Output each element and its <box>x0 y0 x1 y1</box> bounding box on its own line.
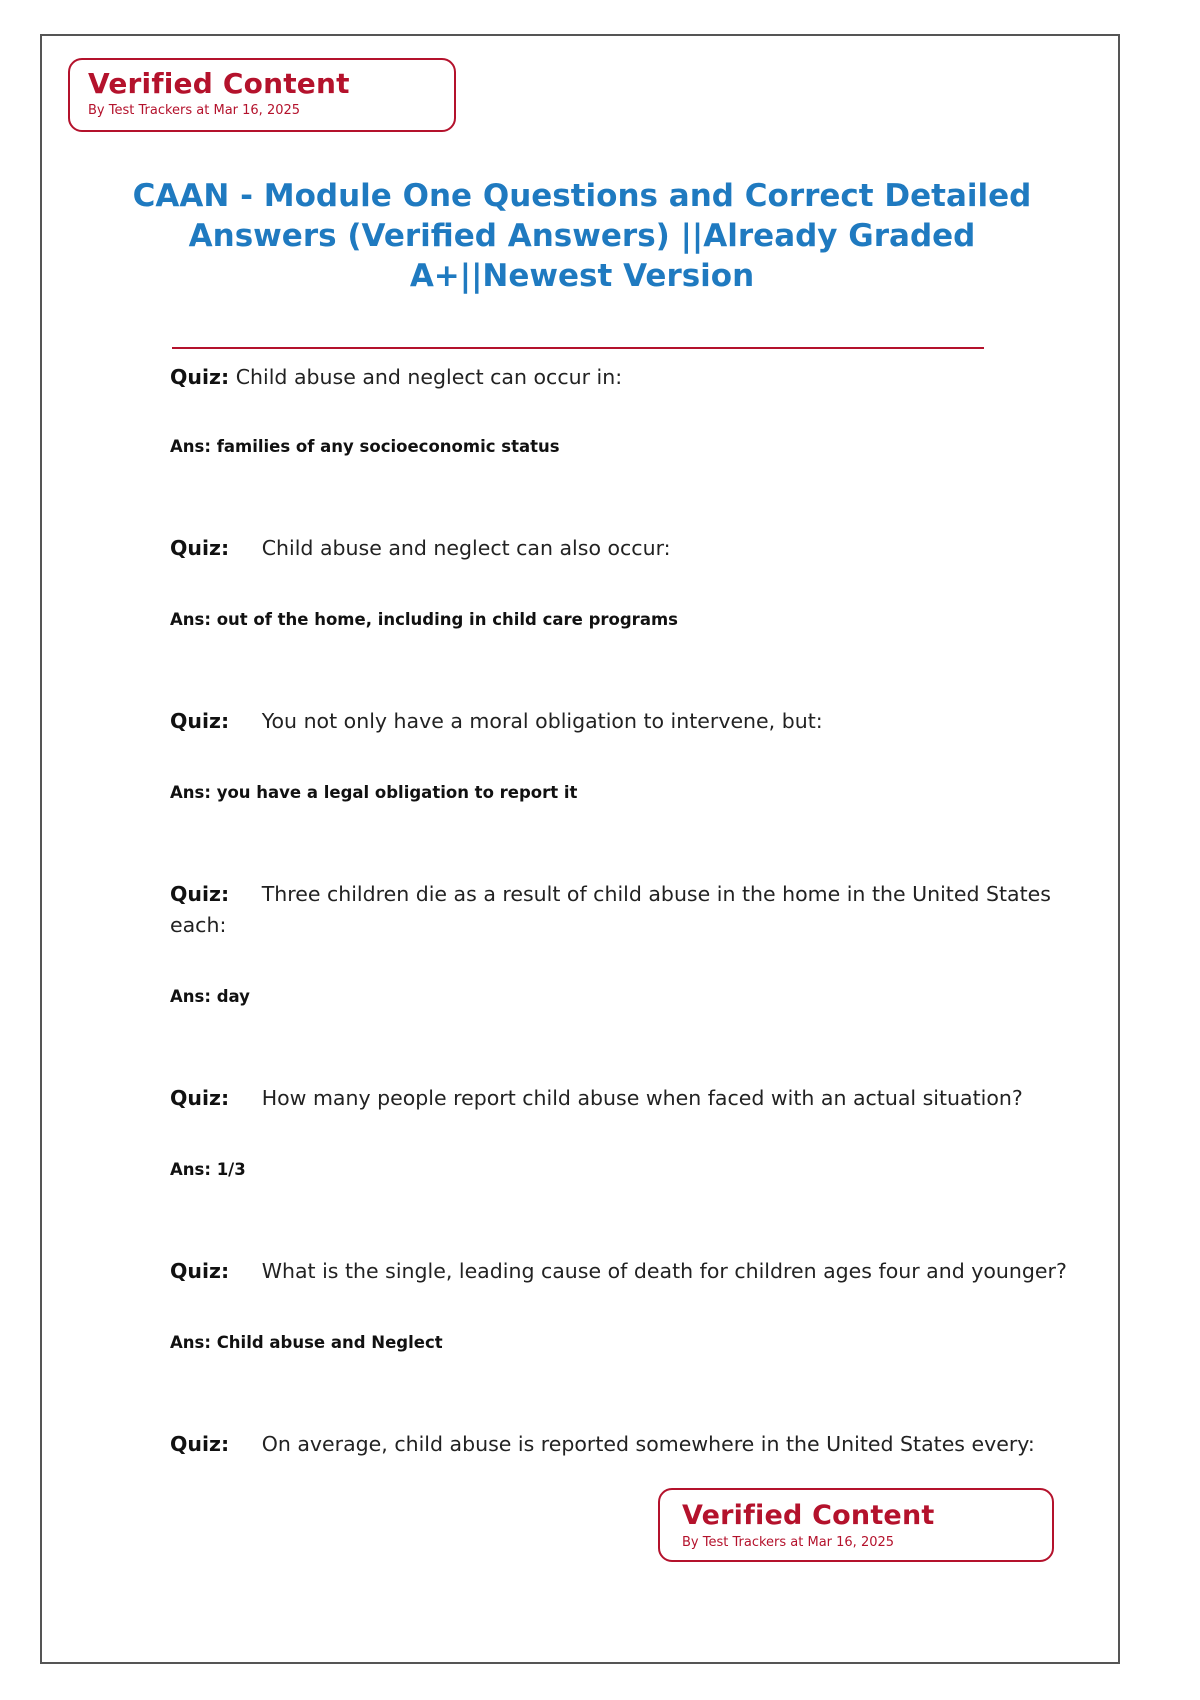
ans-label: Ans: <box>170 783 211 802</box>
question-row <box>170 1083 1100 1114</box>
page-title-line1: CAAN - Module One Questions and Correct Detailed Answers (Verified Answers) ||Already Graded <box>132 178 1032 254</box>
qa-item <box>170 533 1100 632</box>
answer-text: Child abuse and Neglect <box>216 1333 443 1352</box>
question-text: Three children die as a result of child abuse in the home in the United States each: <box>170 882 1051 937</box>
qa-item <box>170 1429 1100 1460</box>
question-row <box>170 533 1100 564</box>
page-title <box>102 176 1062 296</box>
document-page <box>40 34 1120 1664</box>
answer-row <box>170 1331 1100 1355</box>
ans-label: Ans: <box>170 987 211 1006</box>
answer-row <box>170 985 1100 1009</box>
question-row <box>170 706 1100 737</box>
title-divider <box>172 347 984 349</box>
quiz-label: Quiz: <box>170 1086 230 1110</box>
question-row <box>170 1256 1100 1287</box>
answer-row <box>170 1158 1100 1182</box>
question-text: You not only have a moral obligation to intervene, but: <box>261 709 823 733</box>
question-row <box>170 1429 1100 1460</box>
ans-label: Ans: <box>170 437 211 456</box>
quiz-label: Quiz: <box>170 365 230 389</box>
answer-text: you have a legal obligation to report it <box>216 783 578 802</box>
question-text: On average, child abuse is reported somewhere in the United States every: <box>261 1432 1035 1456</box>
stamp-subtitle: By Test Trackers at Mar 16, 2025 <box>682 1535 895 1550</box>
answer-text: families of any socioeconomic status <box>216 437 560 456</box>
verified-content-stamp-bottom <box>658 1488 1054 1562</box>
quiz-label: Quiz: <box>170 882 230 906</box>
quiz-label: Quiz: <box>170 536 230 560</box>
qa-item <box>170 1083 1100 1182</box>
quiz-label: Quiz: <box>170 1432 230 1456</box>
ans-label: Ans: <box>170 1160 211 1179</box>
question-text: Child abuse and neglect can also occur: <box>261 536 671 560</box>
qa-item <box>170 1256 1100 1355</box>
qa-item <box>170 706 1100 805</box>
question-row <box>170 362 1100 393</box>
answer-text: out of the home, including in child care programs <box>216 610 678 629</box>
question-text: Child abuse and neglect can occur in: <box>235 365 623 389</box>
qa-list <box>170 356 1100 1460</box>
question-text: What is the single, leading cause of death for children ages four and younger? <box>261 1259 1067 1283</box>
answer-row <box>170 781 1100 805</box>
question-row <box>170 879 1100 941</box>
page-title-line2: A+||Newest Version <box>409 258 755 294</box>
stamp-title: Verified Content <box>88 67 350 100</box>
qa-item <box>170 362 1100 459</box>
quiz-label: Quiz: <box>170 1259 230 1283</box>
ans-label: Ans: <box>170 1333 211 1352</box>
ans-label: Ans: <box>170 610 211 629</box>
stamp-subtitle: By Test Trackers at Mar 16, 2025 <box>88 103 301 118</box>
answer-text: day <box>216 987 250 1006</box>
question-text: How many people report child abuse when faced with an actual situation? <box>261 1086 1023 1110</box>
answer-row <box>170 435 1100 459</box>
stamp-title: Verified Content <box>682 1500 935 1531</box>
qa-item <box>170 879 1100 1009</box>
quiz-label: Quiz: <box>170 709 230 733</box>
answer-row <box>170 608 1100 632</box>
answer-text: 1/3 <box>216 1160 246 1179</box>
verified-content-stamp-top <box>68 58 456 132</box>
